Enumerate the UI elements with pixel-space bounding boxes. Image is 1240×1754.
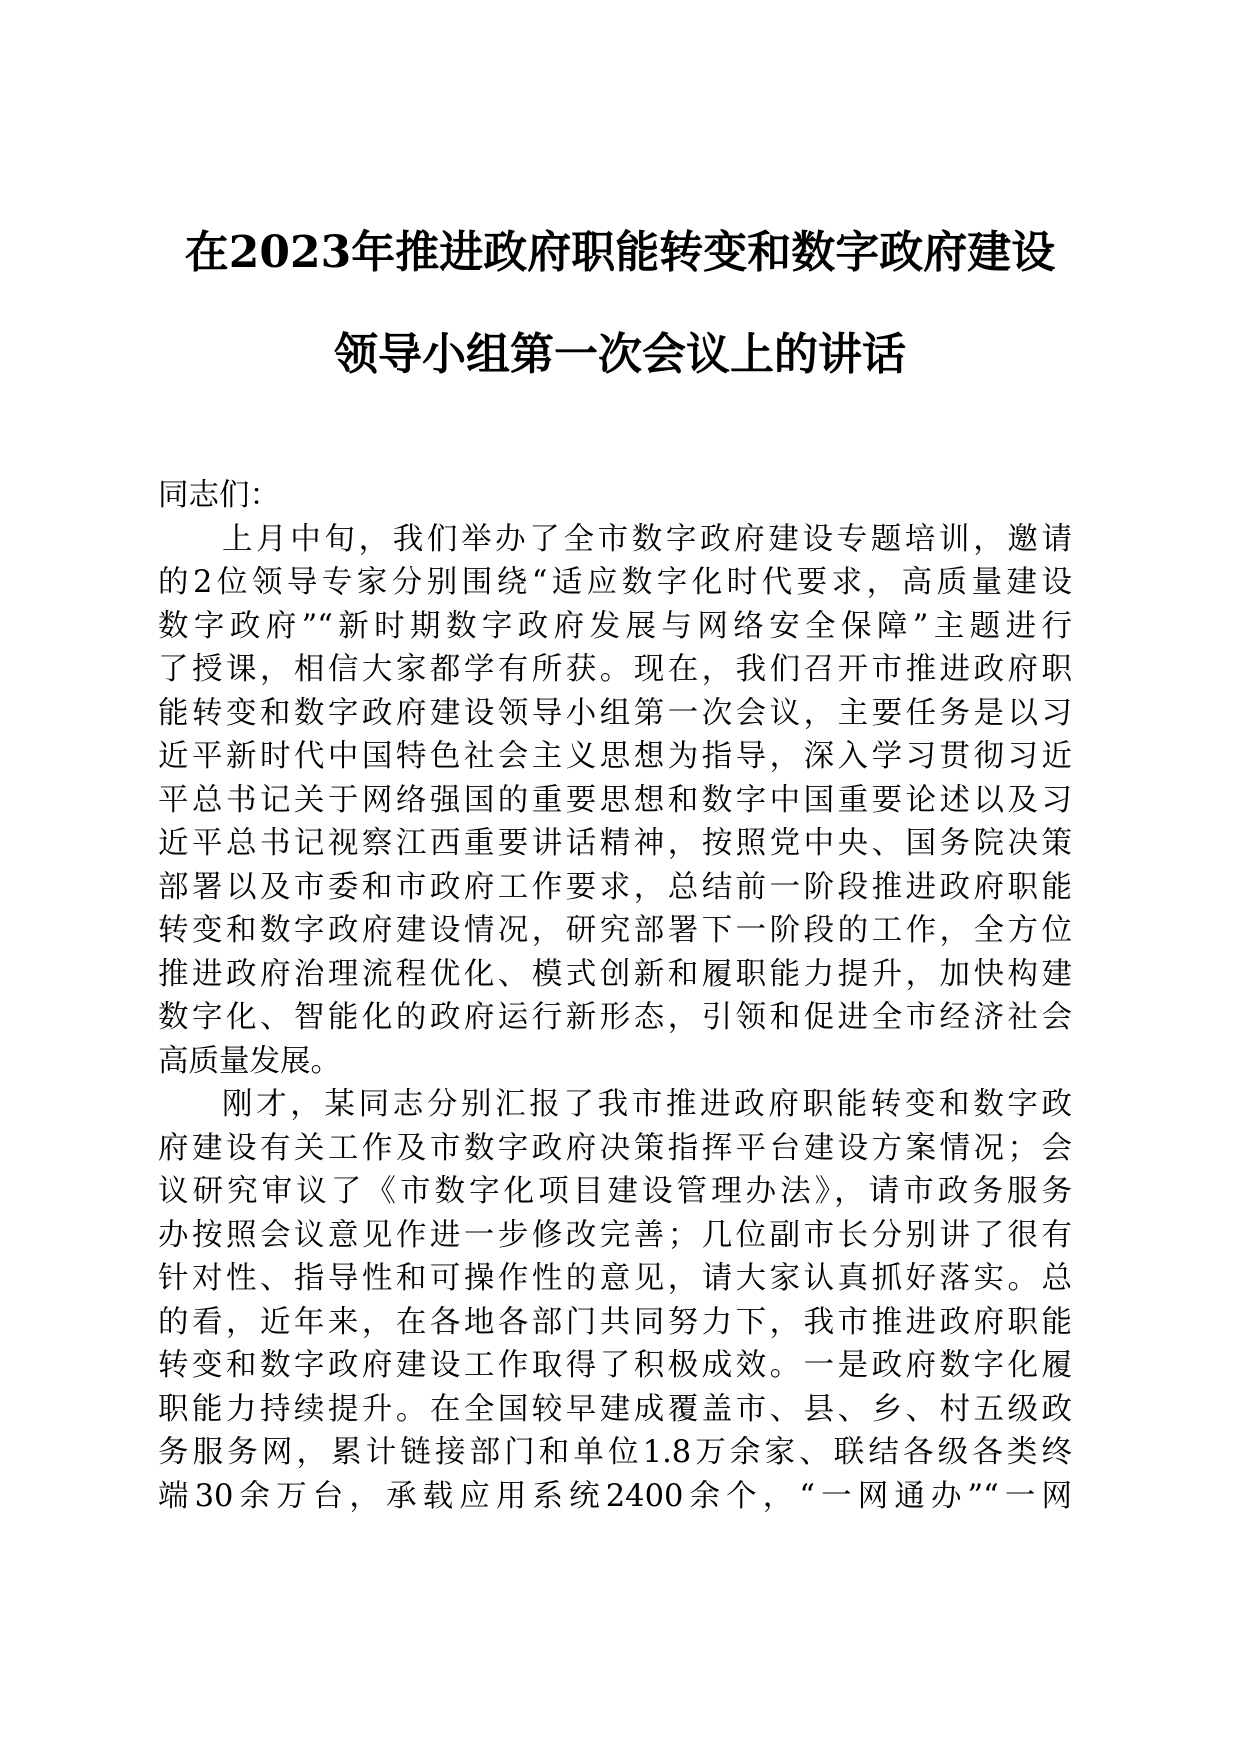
text-line: 近平总书记视察江西重要讲话精神，按照党中央、国务院决策: [158, 826, 1072, 861]
text-line: 部署以及市委和市政府工作要求，总结前一阶段推进政府职能: [158, 869, 1072, 905]
document-body: [158, 474, 1072, 1518]
text-line: 转变和数字政府建设情况，研究部署下一阶段的工作，全方位: [158, 913, 1072, 948]
text-line: 针对性、指导性和可操作性的意见，请大家认真抓好落实。总: [158, 1261, 1072, 1296]
text-line: 平总书记关于网络强国的重要思想和数字中国重要论述以及习: [158, 782, 1072, 818]
text-line: 数字政府”“新时期数字政府发展与网络安全保障”主题进行: [158, 608, 1072, 644]
text-line: 上月中旬，我们举办了全市数字政府建设专题培训，邀请: [222, 521, 1072, 557]
text-line: 务服务网，累计链接部门和单位1.8万余家、联结各级各类终: [158, 1435, 1072, 1470]
salutation: 同志们：: [158, 478, 280, 513]
text-line: 推进政府治理流程优化、模式创新和履职能力提升，加快构建: [158, 956, 1072, 992]
text-line: 端30余万台，承载应用系统2400余个，“一网通办”“一网: [158, 1478, 1072, 1514]
title-line-2: 领导小组第一次会议上的讲话: [334, 329, 906, 380]
text-line: 能转变和数字政府建设领导小组第一次会议，主要任务是以习: [158, 695, 1072, 731]
text-line: 刚才，某同志分别汇报了我市推进政府职能转变和数字政: [222, 1087, 1072, 1122]
text-line: 高质量发展。: [158, 1043, 341, 1079]
paragraph-1: [158, 518, 1072, 1084]
text-line: 转变和数字政府建设工作取得了积极成效。一是政府数字化履: [158, 1348, 1072, 1383]
text-line: 议研究审议了《市数字化项目建设管理办法》，请市政务服务: [158, 1174, 1072, 1209]
text-line: 办按照会议意见作进一步修改完善；几位副市长分别讲了很有: [158, 1217, 1072, 1253]
document-title: [150, 222, 1090, 386]
text-line: 的看，近年来，在各地各部门共同努力下，我市推进政府职能: [158, 1304, 1072, 1340]
text-line: 了授课，相信大家都学有所获。现在，我们召开市推进政府职: [158, 652, 1072, 687]
title-line-1: 在2023年推进政府职能转变和数字政府建设: [184, 227, 1056, 278]
text-line: 数字化、智能化的政府运行新形态，引领和促进全市经济社会: [158, 1000, 1072, 1035]
text-line: 的2位领导专家分别围绕“适应数字化时代要求，高质量建设: [158, 565, 1072, 600]
text-line: 府建设有关工作及市数字政府决策指挥平台建设方案情况；会: [158, 1130, 1072, 1166]
paragraph-2: [158, 1083, 1072, 1518]
text-line: 近平新时代中国特色社会主义思想为指导，深入学习贯彻习近: [158, 739, 1072, 774]
text-line: 职能力持续提升。在全国较早建成覆盖市、县、乡、村五级政: [158, 1391, 1072, 1427]
